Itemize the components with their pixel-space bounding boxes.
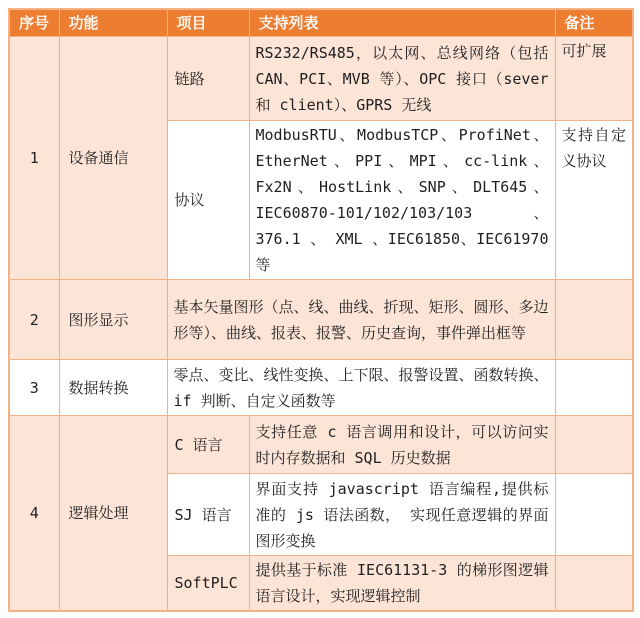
- no-cell: 3: [9, 360, 59, 416]
- support-cell: 支持任意 c 语言调用和设计，可以访问实时内存数据和 SQL 历史数据: [249, 416, 555, 474]
- support-cell: ModbusRTU、ModbusTCP、ProfiNet、EtherNet、PPI、MPI、cc-link、Fx2N、HostLink、SNP、DLT645、IEC60870-101/102/103/103 、 376.1 、 XML 、IEC61850、IEC61970 等: [249, 121, 555, 280]
- remark-cell: [555, 556, 633, 612]
- table-row: [9, 416, 633, 474]
- function-cell: 图形显示: [59, 280, 167, 360]
- remark-cell: [555, 280, 633, 360]
- no-cell: 1: [9, 37, 59, 280]
- function-cell: 数据转换: [59, 360, 167, 416]
- support-cell: RS232/RS485，以太网、总线网络（包括 CAN、PCI、MVB 等）、OPC 接口（sever 和 client）、GPRS 无线: [249, 37, 555, 121]
- header-remark: 备注: [555, 9, 633, 37]
- no-cell: 2: [9, 280, 59, 360]
- function-cell: 设备通信: [59, 37, 167, 280]
- item-cell: SoftPLC: [167, 556, 249, 612]
- table-row: [9, 360, 633, 416]
- remark-cell: [555, 360, 633, 416]
- item-cell: SJ 语言: [167, 474, 249, 556]
- function-cell: 逻辑处理: [59, 416, 167, 612]
- remark-cell: [555, 474, 633, 556]
- item-cell: 协议: [167, 121, 249, 280]
- no-cell: 4: [9, 416, 59, 612]
- header-item: 项目: [167, 9, 249, 37]
- feature-support-table: [8, 8, 634, 612]
- support-cell: 基本矢量图形（点、线、曲线、折现、矩形、圆形、多边形等）、曲线、报表、报警、历史查询，事件弹出框等: [167, 280, 555, 360]
- support-cell: 零点、变比、线性变换、上下限、报警设置、函数转换、if 判断、自定义函数等: [167, 360, 555, 416]
- header-function: 功能: [59, 9, 167, 37]
- support-cell: 提供基于标准 IEC61131-3 的梯形图逻辑语言设计，实现逻辑控制: [249, 556, 555, 612]
- table-row: [9, 280, 633, 360]
- remark-cell: 可扩展: [555, 37, 633, 121]
- header-no: 序号: [9, 9, 59, 37]
- item-cell: 链路: [167, 37, 249, 121]
- item-cell: C 语言: [167, 416, 249, 474]
- remark-cell: 支持自定义协议: [555, 121, 633, 280]
- support-cell: 界面支持 javascript 语言编程,提供标准的 js 语法函数， 实现任意逻辑的界面图形变换: [249, 474, 555, 556]
- header-support-list: 支持列表: [249, 9, 555, 37]
- table-row: [9, 37, 633, 121]
- table-header-row: [9, 9, 633, 37]
- remark-cell: [555, 416, 633, 474]
